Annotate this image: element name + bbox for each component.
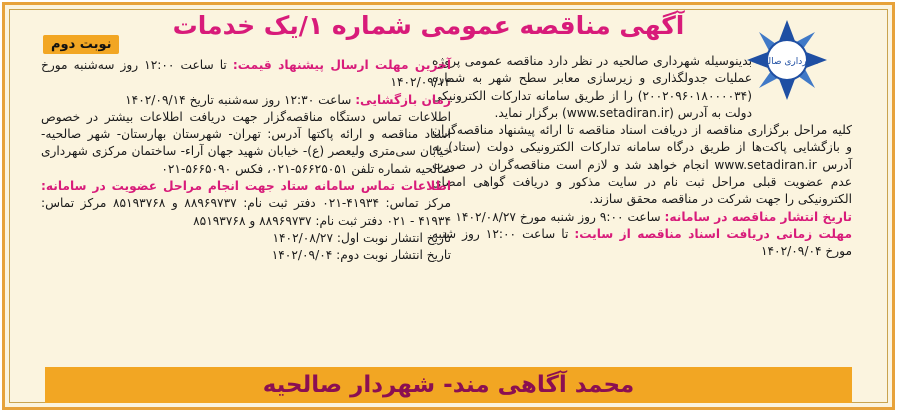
docs-deadline-line: [432, 226, 852, 261]
right-column: [432, 53, 852, 261]
docs-deadline-label: مهلت زمانی دریافت اسناد مناقصه از سایت:: [574, 226, 852, 241]
bid-deadline-label: آخرین مهلت ارسال پیشنهاد قیمت:: [232, 58, 452, 72]
opening-time-label: زمان بازگشایی:: [355, 92, 451, 107]
bid-deadline-value: تا ساعت ۱۲:۰۰ روز سه‌شنبه مورخ ۱۴۰۲/۰۹/۱۴: [41, 58, 451, 90]
round-badge: نوبت دوم: [43, 35, 119, 54]
signature-banner: محمد آگاهی مند- شهردار صالحیه: [45, 367, 852, 403]
opening-time-value: ساعت ۱۲:۳۰ روز سه‌شنبه تاریخ ۱۴۰۲/۰۹/۱۴: [125, 92, 352, 107]
logo-text: شهرداری صالحیه: [755, 57, 819, 67]
publish-date-label: تاریخ انتشار مناقصه در سامانه:: [664, 209, 852, 224]
first-publication-date: تاریخ انتشار نوبت اول: ۱۴۰۲/۰۸/۲۷: [272, 230, 451, 245]
setad-contact-line: [41, 178, 451, 230]
tender-advertisement: [2, 2, 895, 410]
intro-paragraph: بدینوسیله شهرداری صالحیه در نظر دارد مناقصه عمومی پروژه عملیات جدولگذاری و زیرسازی معابر سطح شهر به شماره (۲۰۰۲۰۹۶۰۱۸۰۰۰۰۳۴) را از طریق سامانه تدارکات الکترونیکی دولت به آدرس (www.setadiran.ir) برگزار نماید.: [432, 54, 752, 120]
setad-contact-value: مرکز تماس: ۴۱۹۳۴-۰۲۱ دفتر ثبت نام: ۸۸۹۶۹۷۳۷ و ۸۵۱۹۳۷۶۸ مرکز تماس: ۴۱۹۳۴ - ۰۲۱ دفتر ثبت نام: ۸۸۹۶۹۷۳۷ و ۸۵۱۹۳۷۶۸: [41, 196, 451, 228]
opening-time-line: [41, 92, 451, 109]
left-column: [41, 57, 451, 265]
contact-paragraph: اطلاعات تماس دستگاه مناقصه‌گزار جهت دریافت اطلاعات بیشتر در خصوص اسناد مناقصه و ارائه پاکتها آدرس: تهران- شهرستان بهارستان- شهر صالحیه- خیابان سی‌متری ولیعصر (ع)- خیابان شهید جهان آراء- ساختمان مرکزی شهرداری صالحیه شماره تلفن ۵۶۶۲۵۰۵۱-۰۲۱، فکس ۵۶۶۵۰۹۰-۰۲۱: [41, 109, 451, 176]
second-publication-date: تاریخ انتشار نوبت دوم: ۱۴۰۲/۰۹/۰۴: [271, 248, 451, 263]
setad-contact-label: اطلاعات تماس سامانه ستاد جهت انجام مراحل عضویت در سامانه:: [41, 179, 451, 194]
ad-title: آگهی مناقصه عمومی شماره ۱/یک خدمات: [172, 11, 685, 40]
process-paragraph: کلیه مراحل برگزاری مناقصه از دریافت اسناد مناقصه تا ارائه پیشنهاد مناقصه‌گران و بازگشایی پاکت‌ها از طریق درگاه سامانه تدارکات الکترونیکی دولت (ستاد) به آدرس www.setadiran.ir انجام خواهد شد و لازم است مناقصه‌گران در صورت عدم عضویت قبلی مراحل ثبت نام در سایت مذکور و دریافت گواهی امضای الکترونیکی را جهت شرکت در مناقصه محقق سازند.: [432, 123, 853, 207]
bid-deadline-line: [41, 57, 451, 92]
publish-date-line: [432, 209, 852, 226]
docs-deadline-value: تا ساعت ۱۲:۰۰ روز شنبه مورخ ۱۴۰۲/۰۹/۰۴: [432, 226, 852, 259]
publish-date-value: ساعت ۹:۰۰ روز شنبه مورخ ۱۴۰۲/۰۸/۲۷: [455, 209, 661, 224]
